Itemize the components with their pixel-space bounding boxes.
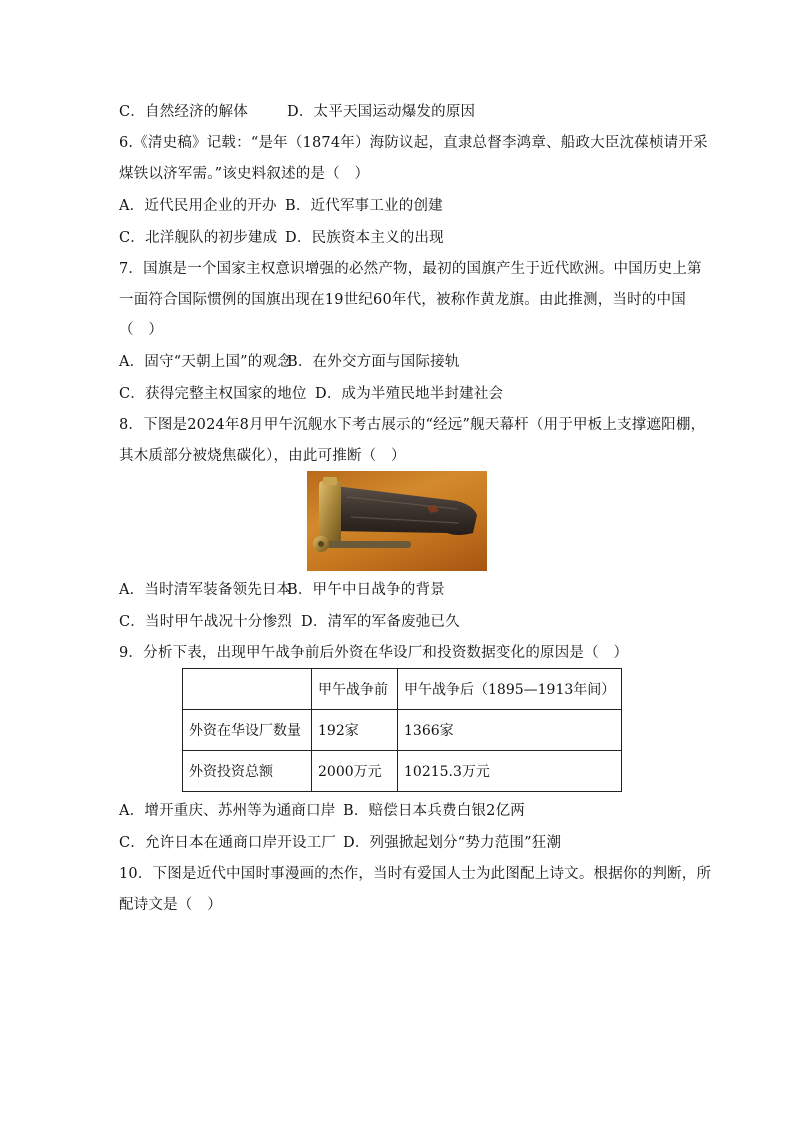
q6-option-d: D．民族资本主义的出现 [285, 230, 444, 246]
q5-option-c: C．自然经济的解体 [119, 104, 248, 120]
q6-stem-line1: 6.《清史稿》记载：“是年（1874年）海防议起，直隶总督李鸿章、船政大臣沈葆桢请开采 [119, 135, 708, 151]
q8-stem-line1: 8．下图是2024年8月甲午沉舰水下考古展示的“经远”舰天幕杆（用于甲板上支撑遮阳棚， [119, 417, 706, 433]
table-cell: 外资投资总额 [183, 751, 312, 792]
q7-option-c: C．获得完整主权国家的地位 [119, 386, 307, 402]
q6-option-c: C．北洋舰队的初步建成 [119, 230, 278, 246]
table-cell: 1366家 [398, 710, 622, 751]
q8-option-c: C．当时甲午战况十分惨烈 [119, 614, 292, 630]
q5-option-d: D．太平天国运动爆发的原因 [287, 104, 476, 120]
q9-option-a: A．增开重庆、苏州等为通商口岸 [119, 803, 336, 819]
table-cell: 10215.3万元 [398, 751, 622, 792]
q8-option-d: D．清军的军备废弛已久 [301, 614, 460, 630]
q10-stem-line1: 10．下图是近代中国时事漫画的杰作，当时有爱国人士为此图配上诗文。根据你的判断，所 [119, 866, 712, 882]
q7-stem-line1: 7．国旗是一个国家主权意识增强的必然产物，最初的国旗产生于近代欧洲。中国历史上第 [119, 261, 702, 277]
q7-options-cd [119, 384, 503, 404]
awning-pole-photo [307, 471, 487, 571]
foreign-investment-table [182, 668, 622, 792]
q9-option-b: B．赔偿日本兵费白银2亿两 [343, 803, 525, 819]
q8-option-a: A．当时清军装备领先日本 [119, 582, 292, 598]
q9-option-d: D．列强掀起划分“势力范围”狂潮 [343, 835, 562, 851]
q6-options-ab [119, 196, 443, 216]
table-cell: 192家 [312, 710, 398, 751]
q8-stem-line2: 其木质部分被烧焦碳化），由此可推断（ ） [119, 448, 406, 464]
q7-stem-line3: （ ） [119, 322, 164, 338]
q8-options-cd [119, 612, 460, 632]
q6-option-b: B．近代军事工业的创建 [285, 198, 443, 214]
table-cell: 外资在华设厂数量 [183, 710, 312, 751]
table-header-cell: 甲午战争前 [312, 669, 398, 710]
q7-option-a: A．固守“天朝上国”的观念 [119, 354, 292, 370]
table-header-row [183, 669, 622, 710]
table-header-cell [183, 669, 312, 710]
q9-options-cd [119, 833, 561, 853]
table-row [183, 751, 622, 792]
q7-option-d: D．成为半殖民地半封建社会 [315, 386, 504, 402]
q6-stem-line2: 煤铁以济军需。”该史料叙述的是（ ） [119, 166, 370, 182]
q8-options-ab [119, 580, 445, 600]
table-row [183, 710, 622, 751]
q6-option-a: A．近代民用企业的开办 [119, 198, 277, 214]
table-header-cell: 甲午战争后（1895—1913年间） [398, 669, 622, 710]
q10-stem-line2: 配诗文是（ ） [119, 897, 222, 913]
q6-options-cd [119, 228, 444, 248]
q5-options-cd [119, 102, 475, 122]
awning-pole-illustration [307, 471, 487, 571]
q8-option-b: B．甲午中日战争的背景 [287, 582, 445, 598]
table-cell: 2000万元 [312, 751, 398, 792]
q7-option-b: B．在外交方面与国际接轨 [287, 354, 460, 370]
q7-stem-line2: 一面符合国际惯例的国旗出现在19世纪60年代，被称作黄龙旗。由此推测，当时的中国 [119, 292, 686, 308]
q7-options-ab [119, 352, 460, 372]
q9-options-ab [119, 801, 525, 821]
q9-stem-line1: 9．分析下表，出现甲午战争前后外资在华设厂和投资数据变化的原因是（ ） [119, 645, 629, 661]
q9-option-c: C．允许日本在通商口岸开设工厂 [119, 835, 337, 851]
